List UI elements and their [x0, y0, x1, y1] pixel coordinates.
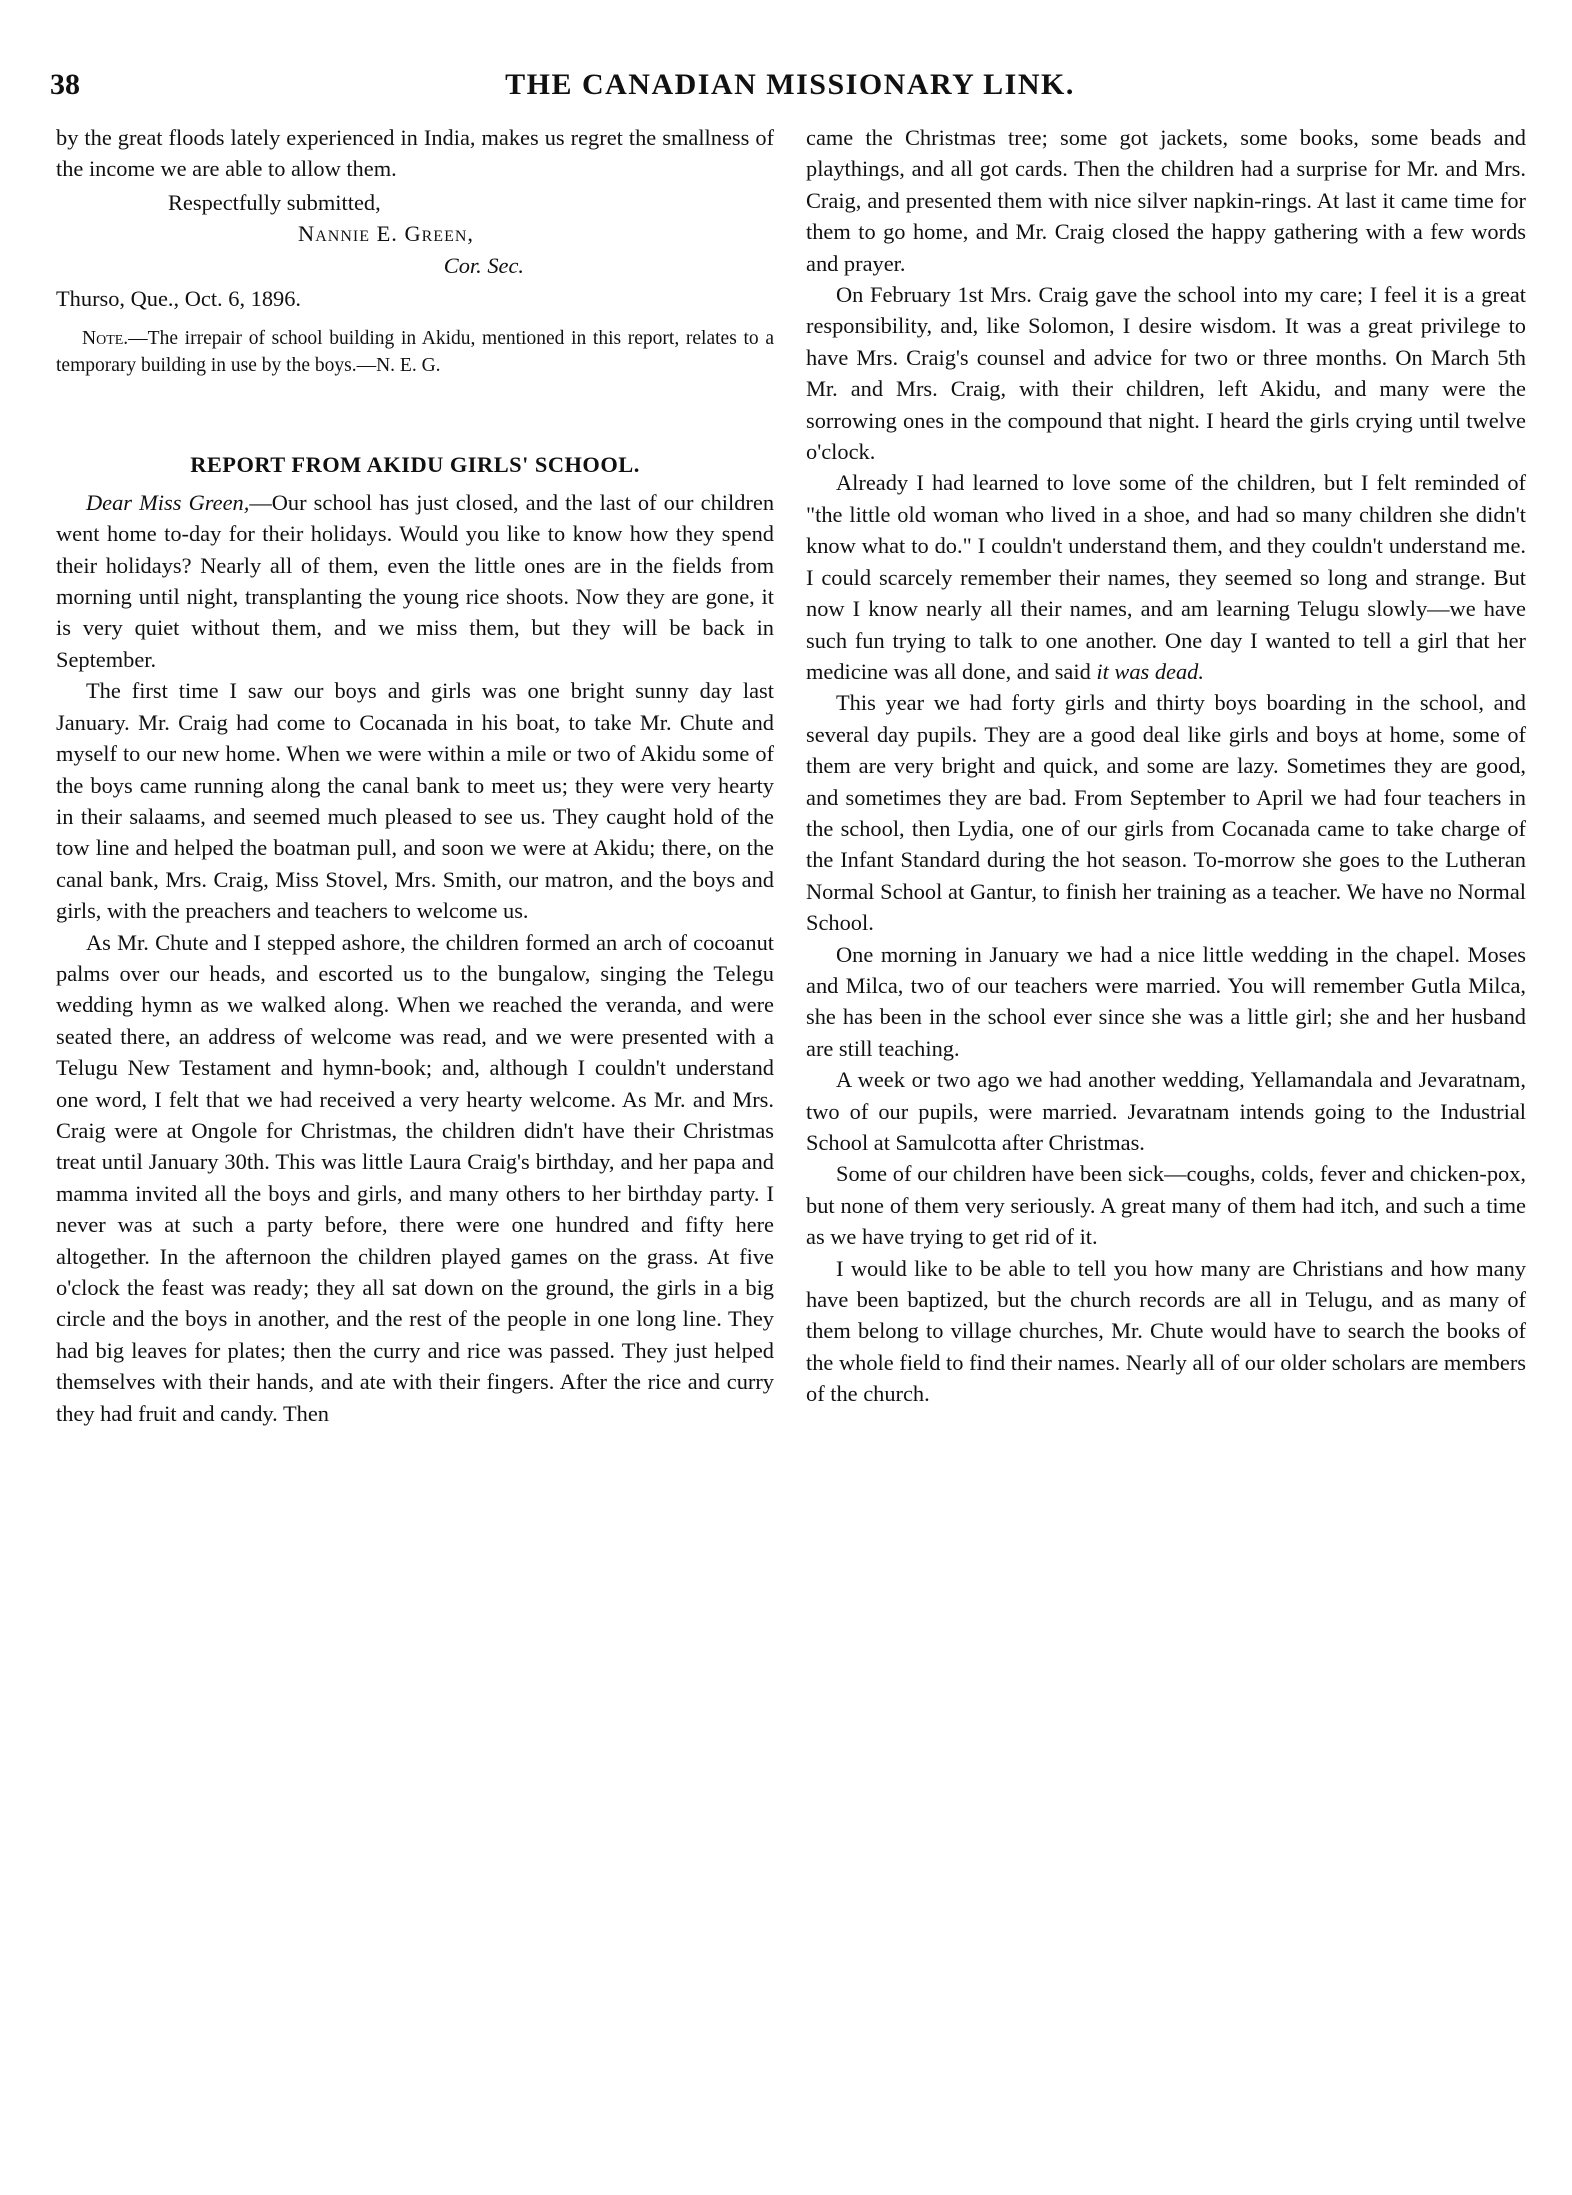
paragraph-continuation: by the great floods lately experienced in India, makes us regret the smallness of the income we are able to allow them. — [56, 125, 774, 182]
paragraph: The first time I saw our boys and girls was one bright sunny day last January. Mr. Craig had come to Cocanada in his boat, to take Mr. Chute and myself to our new home. When we were within a mile or two of Akidu some of the boys came running along the canal bank to meet us; they were very hearty in their salaams, and seemed much pleased to see us. They caught hold of the tow line and helped the boatman pull, and soon we were at Akidu; there, on the canal bank, Mrs. Craig, Miss Stovel, Mrs. Smith, our matron, and the boys and girls, with the preachers and teachers to welcome us. — [56, 678, 774, 924]
note-label: Note. — [82, 328, 129, 350]
paragraph-text: —Our school has just closed, and the last of our children went home to-day for their holidays. Would you like to know how they spend their holidays? Nearly all of them, even the little ones are in the fields from morning until night, transplanting the young rice shoots. Now they are gone, it is very quiet without them, and we miss them, but they will be back in September. — [56, 489, 775, 672]
paragraph: I would like to be able to tell you how many are Christians and how many have been baptized, but the church records are all in Telugu, and as many of them belong to village churches, Mr. Chute would have to search the books of the whole field to find their names. Nearly all of our older scholars are members of the church. — [806, 1255, 1526, 1407]
article-heading: REPORT FROM AKIDU GIRLS' SCHOOL. — [190, 452, 640, 478]
italic-phrase: it was dead. — [1096, 658, 1204, 684]
paragraph — [56, 487, 774, 675]
left-column — [56, 122, 774, 1429]
salutation: Dear Miss Green, — [86, 489, 250, 515]
paragraph: A week or two ago we had another wedding, Yellamandala and Jevaratnam, two of our pupils, were married. Jevaratnam intends going to the Industrial School at Samulcotta after Christmas. — [806, 1067, 1526, 1155]
paragraph: As Mr. Chute and I stepped ashore, the children formed an arch of cocoanut palms over our heads, and escorted us to the bungalow, singing the Telegu wedding hymn as we walked along. When we reached the veranda, and were seated there, an address of welcome was read, and we were presented with a Telugu New Testament and hymn-book; and, although I couldn't understand one word, I felt that we had received a very hearty welcome. As Mr. and Mrs. Craig were at Ongole for Christmas, the children didn't have their Christmas treat until January 30th. This was little Laura Craig's birthday, and her papa and mamma invited all the boys and girls, and many others to her birthday party. I never was at such a party before, there were one hundred and fifty here altogether. In the afternoon the children played games on the grass. At five o'clock the feast was ready; they all sat down on the ground, the girls in a big circle and the boys in another, and the rest of the people in one long line. They had big leaves for plates; then the curry and rice was passed. They just helped themselves with their hands, and ate with their fingers. After the rice and curry they had fruit and candy. Then — [56, 929, 774, 1426]
paragraph: Some of our children have been sick—coughs, colds, fever and chicken-pox, but none of them very seriously. A great many of them had itch, and such a time as we have trying to get rid of it. — [806, 1161, 1526, 1250]
paragraph: One morning in January we had a nice little wedding in the chapel. Moses and Milca, two of our teachers were married. You will remember Gutla Milca, she has been in the school ever since she was a little girl; she and her husband are still teaching. — [806, 941, 1526, 1061]
signature: Nannie E. Green, — [298, 221, 474, 247]
paragraph-continuation: came the Christmas tree; some got jackets, some books, some beads and playthings, and all got cards. Then the children had a surprise for Mr. and Mrs. Craig, and presented them with nice silver napkin-rings. At last it came time for them to go home, and Mr. Craig closed the happy gathering with a few words and prayer. — [806, 125, 1526, 276]
note-text: —The irrepair of school building in Akidu, mentioned in this report, relates to a temporary building in use by the boys.—N. E. G. — [56, 328, 774, 376]
dateline: Thurso, Que., Oct. 6, 1896. — [56, 286, 302, 312]
closing-line: Respectfully submitted, — [168, 189, 381, 215]
page-header — [50, 68, 1530, 112]
paragraph: This year we had forty girls and thirty boys boarding in the school, and several day pupils. They are a good deal like girls and boys at home, some of them are very bright and quick, and some are lazy. Sometimes they are good, and sometimes they are bad. From September to April we had four teachers in the school, then Lydia, one of our girls from Cocanada came to take charge of the Infant Standard during the hot season. To-morrow she goes to the Lutheran Normal School at Gantur, to finish her training as a teacher. We have no Normal School. — [806, 690, 1526, 936]
right-column — [806, 122, 1526, 1410]
editor-note — [56, 326, 774, 379]
paragraph: On February 1st Mrs. Craig gave the school into my care; I feel it is a great responsibility, and, like Solomon, I desire wisdom. It was a great privilege to have Mrs. Craig's counsel and advice for two or three months. On March 5th Mr. and Mrs. Craig, with their children, left Akidu, and many were the sorrowing ones in the compound that night. I heard the girls crying until twelve o'clock. — [806, 282, 1526, 465]
paragraph-text: Already I had learned to love some of the children, but I felt reminded of "the little old woman who lived in a shoe, and had so many children she didn't know what to do." I couldn't understand them, and they couldn't understand me. I could scarcely remember their names, they seemed so long and strange. But now I know nearly all their names, and am learning Telugu slowly—we have such fun trying to talk to one another. One day I wanted to tell a girl that her medicine was all done, and said — [806, 470, 1526, 684]
signature-title: Cor. Sec. — [443, 252, 524, 278]
paragraph — [806, 467, 1526, 687]
running-title: THE CANADIAN MISSIONARY LINK. — [505, 68, 1075, 101]
page-number: 38 — [50, 68, 80, 101]
